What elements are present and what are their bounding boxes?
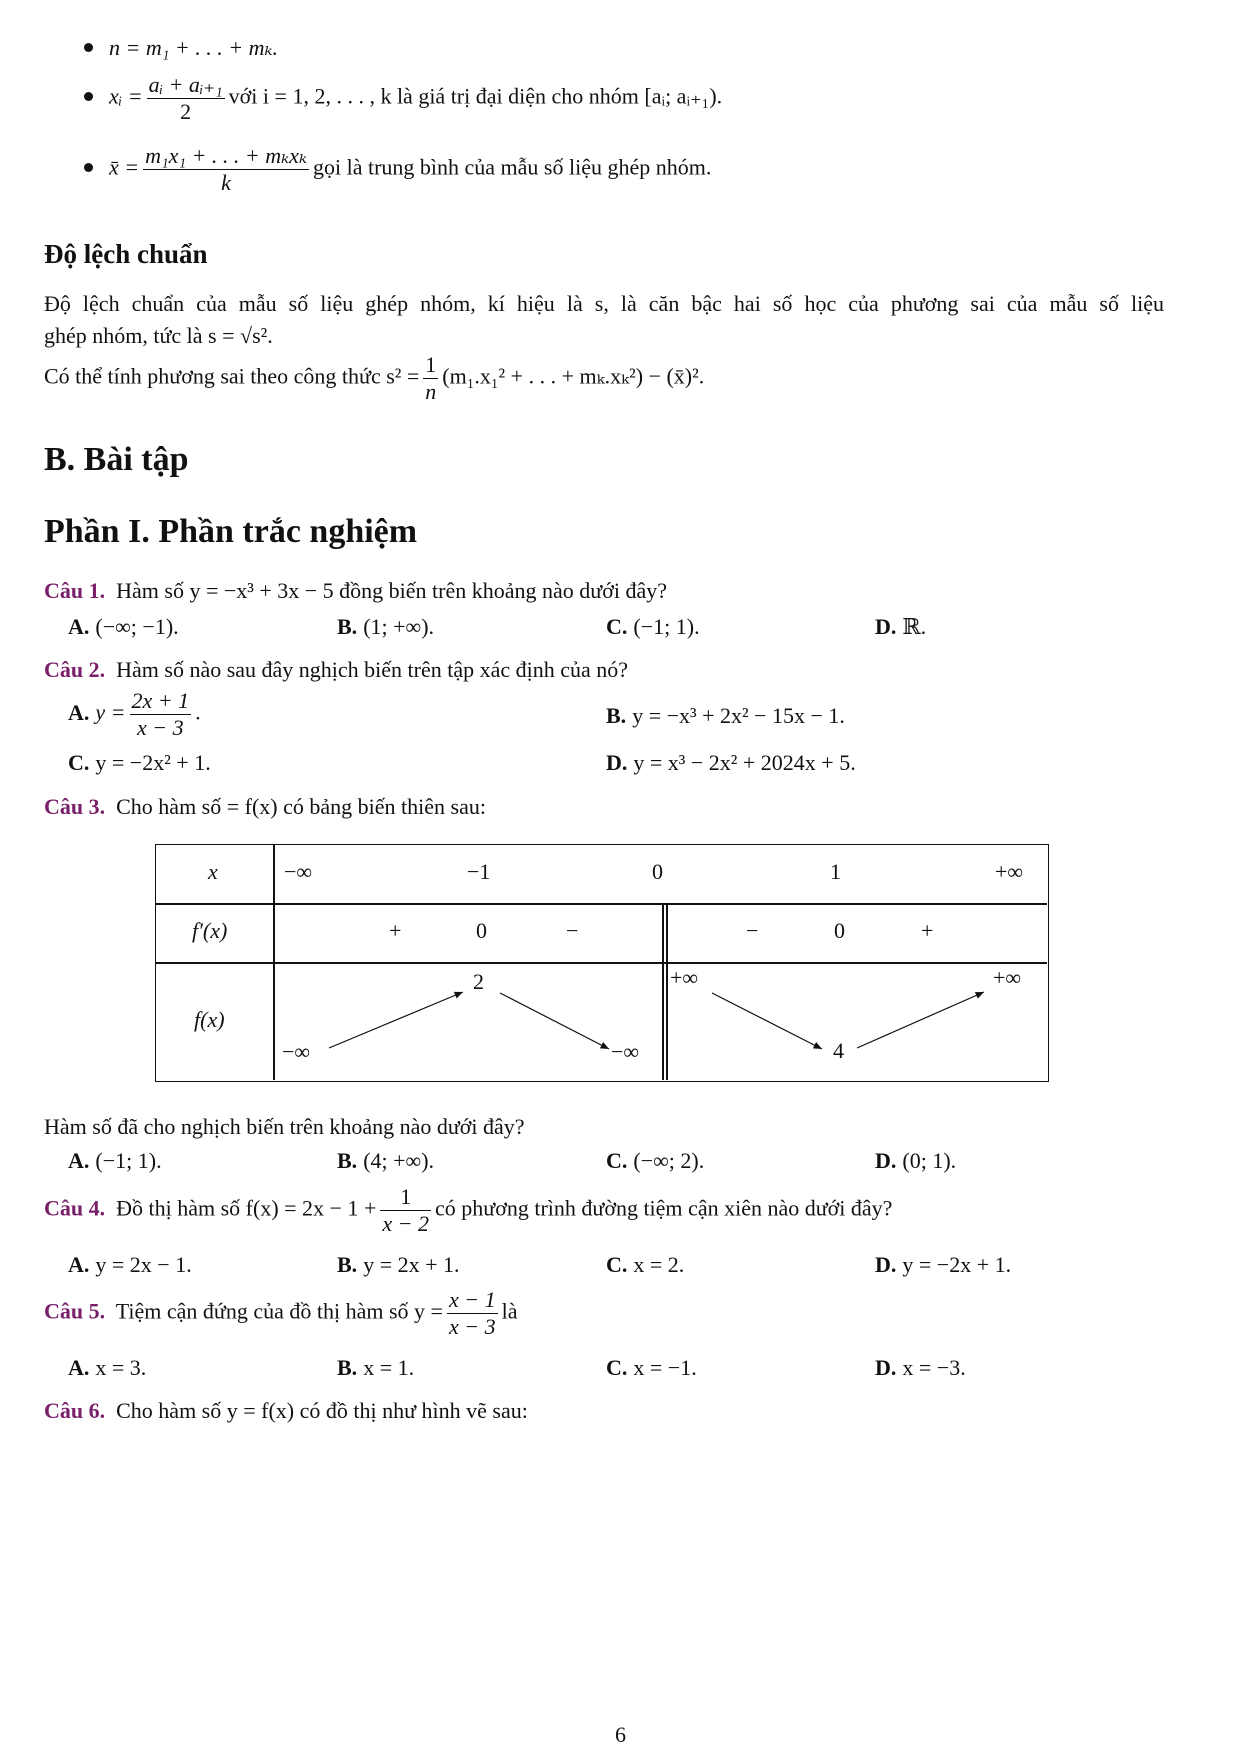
option-text: (4; +∞). [363,1148,435,1173]
fraction-denominator: n [425,379,437,404]
row-label-f-text: f(x) [194,1007,225,1032]
row-label-x-text: x [208,859,218,884]
option-key: C. [606,614,628,639]
x-value: +∞ [995,859,1024,884]
variance-formula-pre: Có thể tính phương sai theo công thức s² = [44,363,420,389]
fraction-numerator: aᵢ + aᵢ₊₁ [148,72,223,97]
option-key: B. [337,614,358,639]
derivative-sign: − [566,918,579,943]
fraction-denominator: x − 3 [137,715,184,740]
option-key: A. [68,614,90,639]
increasing-arrow [857,992,984,1048]
std-paragraph-line-2: ghép nhóm, tức là s = √s². [44,323,273,348]
function-value: −∞ [611,1039,640,1064]
option-text: y = [95,699,126,725]
option-text: y = 2x − 1. [95,1252,192,1277]
derivative-sign: 0 [834,918,845,943]
function-value: 4 [833,1038,844,1063]
option-key: B. [337,1148,358,1173]
q1-option-b[interactable] [337,612,434,642]
x-value: −∞ [284,859,313,884]
question-1 [44,577,667,605]
decreasing-arrow [500,993,609,1049]
option-key: D. [875,1148,897,1173]
fraction-denominator: 2 [180,99,192,124]
option-text: y = x³ − 2x² + 2024x + 5. [633,750,856,775]
option-text: x = 2. [633,1252,685,1277]
option-text: x = 1. [363,1355,415,1380]
question-4-text-pre: Đồ thị hàm số f(x) = 2x − 1 + [116,1195,377,1221]
option-key: C. [606,1148,628,1173]
bullet-item-xi [84,72,722,125]
option-text: y = 2x + 1. [363,1252,460,1277]
formula-xi-lhs: xᵢ = [109,83,143,109]
fraction-denominator: k [221,170,231,195]
option-key: C. [606,1355,628,1380]
fraction-mean [143,143,309,196]
variation-table [155,844,1049,1082]
option-text: (1; +∞). [363,614,435,639]
question-3-text: Cho hàm số = f(x) có bảng biến thiên sau: [116,794,486,819]
question-3 [44,793,486,821]
question-2 [44,656,628,684]
question-1-label: Câu 1. [44,578,106,603]
fraction-numerator: 1 [380,1184,431,1211]
option-text: x = −3. [902,1355,966,1380]
option-key: D. [875,1252,897,1277]
q2-option-d[interactable] [606,748,856,778]
question-6-label: Câu 6. [44,1398,106,1423]
option-key: D. [875,614,897,639]
option-key: D. [606,750,628,775]
formula-n: n = m₁ + . . . + mₖ. [109,35,278,60]
bullet-icon [84,92,93,101]
page-number: 6 [615,1722,626,1747]
question-5-text-post: là [501,1298,518,1324]
option-text-end: . [195,699,201,725]
option-text: y = −x³ + 2x² − 15x − 1. [632,703,845,728]
question-6-text: Cho hàm số y = f(x) có đồ thị như hình vẽ sau: [116,1398,528,1423]
question-1-text: Hàm số y = −x³ + 3x − 5 đồng biến trên khoảng nào dưới đây? [116,578,667,603]
option-key: C. [606,1252,628,1277]
decreasing-arrow [712,993,822,1049]
bullet-xi-text: với i = 1, 2, . . . , k là giá trị đại diện cho nhóm [aᵢ; aᵢ₊₁). [228,83,723,109]
std-paragraph-line-1: Độ lệch chuẩn của mẫu số liệu ghép nhóm, kí hiệu là s, là căn bậc hai số học của phương sai của mẫu số liệu [44,291,1164,316]
option-key: D. [875,1355,897,1380]
increasing-arrow [329,992,463,1048]
derivative-sign: 0 [476,918,487,943]
option-text: (0; 1). [902,1148,957,1173]
option-text: y = −2x + 1. [902,1252,1012,1277]
function-value: +∞ [670,965,699,990]
part-1-heading: Phần I. Phần trắc nghiệm [44,513,418,550]
fraction-denominator: x − 3 [448,1314,496,1339]
option-key: A. [68,699,90,725]
option-text: ℝ. [902,614,927,639]
option-key: B. [337,1355,358,1380]
question-2-text: Hàm số nào sau đây nghịch biến trên tập xác định của nó? [116,657,629,682]
function-value: −∞ [282,1039,311,1064]
option-text: (−∞; −1). [95,614,179,639]
option-key: A. [68,1355,90,1380]
option-key: B. [337,1252,358,1277]
fraction-one-over-n [423,352,438,405]
option-key: C. [68,750,90,775]
option-text: x = −1. [633,1355,697,1380]
derivative-sign: + [389,918,402,943]
option-key: A. [68,1252,90,1277]
option-text: (−1; 1). [95,1148,162,1173]
question-5-text-pre: Tiệm cận đứng của đồ thị hàm số y = [115,1298,443,1324]
question-2-label: Câu 2. [44,657,106,682]
function-value: +∞ [993,965,1022,990]
question-5-label: Câu 5. [44,1298,106,1324]
section-b-heading: B. Bài tập [44,441,189,478]
option-text: y = −2x² + 1. [95,750,211,775]
question-4-label: Câu 4. [44,1195,106,1221]
fraction-numerator: x − 1 [448,1287,496,1312]
heading-std-deviation: Độ lệch chuẩn [44,239,208,269]
row-label-fprime-text: f′(x) [192,918,228,943]
formula-mean-lhs: x̄ = [109,154,140,180]
fraction-numerator: 1 [425,352,437,377]
variance-formula-post: (m₁.x₁² + . . . + mₖ.xₖ²) − (x̄)². [442,363,705,389]
option-text: (−1; 1). [633,614,700,639]
q1-option-a[interactable] [68,612,179,642]
fraction-denominator: x − 2 [382,1211,430,1236]
bullet-item-n [84,34,278,62]
x-value: 1 [830,859,841,884]
q1-option-d[interactable] [875,612,926,642]
question-3-label: Câu 3. [44,794,106,819]
std-variance-formula [44,352,704,405]
q2-option-c[interactable] [68,748,211,778]
bullet-mean-text: gọi là trung bình của mẫu số liệu ghép nhóm. [312,154,712,180]
function-value: 2 [473,969,484,994]
fraction-xi [147,72,225,125]
bullet-item-mean [84,143,711,196]
question-4-text-post: có phương trình đường tiệm cận xiên nào dưới đây? [435,1195,893,1221]
x-value: −1 [467,859,491,884]
question-3-prompt: Hàm số đã cho nghịch biến trên khoảng nào dưới đây? [44,1114,525,1139]
fraction-option-a [130,688,192,741]
q2-option-b[interactable] [606,701,845,731]
variation-arrows [156,845,1047,1080]
x-value: 0 [652,859,663,884]
bullet-icon [84,163,93,172]
q1-option-c[interactable] [606,612,700,642]
q2-option-a[interactable] [68,688,201,741]
option-key: A. [68,1148,90,1173]
option-text: x = 3. [95,1355,147,1380]
fraction-numerator: m₁x₁ + . . . + mₖxₖ [145,143,307,168]
bullet-icon [84,43,93,52]
option-key: B. [606,703,627,728]
derivative-sign: − [746,918,759,943]
fraction-numerator: 2x + 1 [131,688,190,713]
derivative-sign: + [921,918,934,943]
option-text: (−∞; 2). [633,1148,705,1173]
